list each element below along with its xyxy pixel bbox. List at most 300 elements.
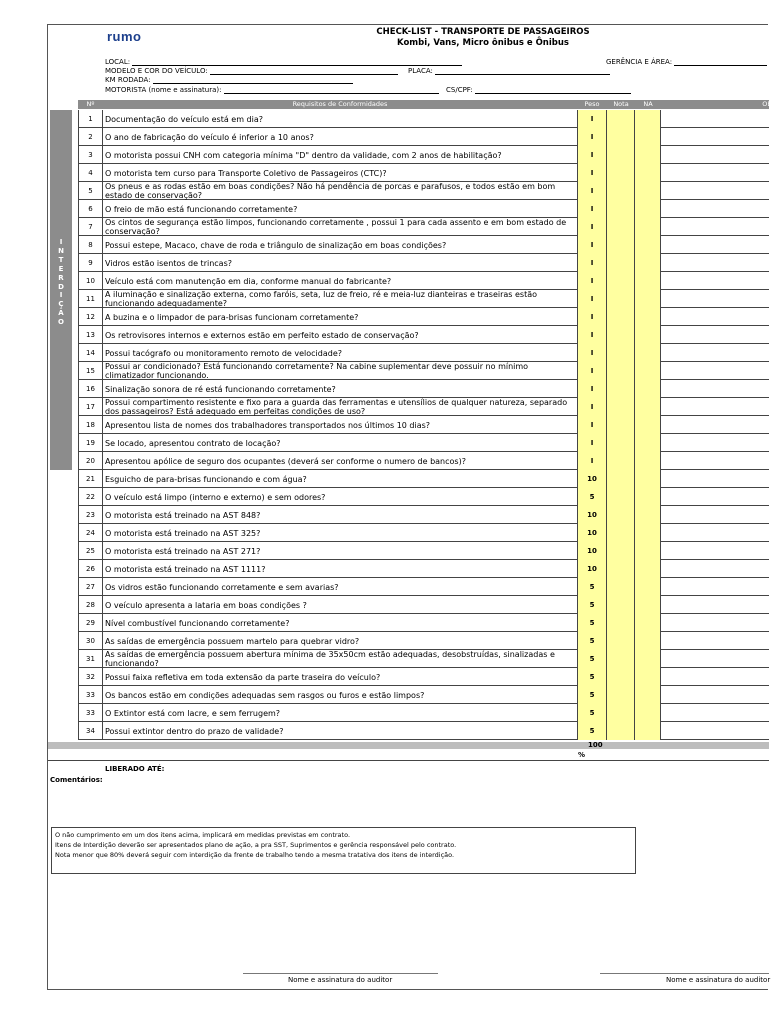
row-requirement [103, 524, 577, 542]
liberado-label: LIBERADO ATÉ: [105, 765, 165, 773]
row-na-cell[interactable] [635, 434, 661, 452]
row-na-cell[interactable] [635, 650, 661, 668]
row-peso: I [577, 236, 607, 254]
row-na-cell[interactable] [635, 452, 661, 470]
row-requirement-text: Esguicho de para-brisas funcionando e com água? [105, 474, 307, 484]
table-row [78, 722, 769, 740]
row-nota-cell[interactable] [607, 560, 635, 578]
row-number: 30 [78, 632, 103, 650]
row-na-cell[interactable] [635, 344, 661, 362]
field-motorista[interactable] [105, 86, 439, 94]
row-number: 27 [78, 578, 103, 596]
interdicao-letter: E [58, 264, 64, 273]
row-peso: I [577, 308, 607, 326]
row-peso: 10 [577, 506, 607, 524]
row-peso: I [577, 290, 607, 308]
field-km[interactable] [105, 76, 353, 84]
row-peso: 5 [577, 488, 607, 506]
row-number: 33 [78, 686, 103, 704]
row-number: 3 [78, 146, 103, 164]
row-number: 25 [78, 542, 103, 560]
table-row [78, 308, 769, 326]
row-requirement-text: Vidros estão isentos de trincas? [105, 258, 232, 268]
row-number: 16 [78, 380, 103, 398]
row-peso: I [577, 110, 607, 128]
row-requirement-text: Possui faixa refletiva em toda extensão da parte traseira do veículo? [105, 672, 381, 682]
checklist-sheet [47, 24, 776, 990]
note-2: Itens de Interdição deverão ser apresentados plano de ação, a pra SST, Suprimentos e gerência responsável pelo contrato. [55, 841, 457, 849]
row-number: 17 [78, 398, 103, 416]
row-requirement [103, 200, 577, 218]
row-na-cell[interactable] [635, 236, 661, 254]
row-requirement-text: Apresentou apólice de seguro dos ocupantes (deverá ser conforme o numero de bancos)? [105, 456, 466, 466]
row-peso: 5 [577, 686, 607, 704]
row-number: 10 [78, 272, 103, 290]
row-peso: I [577, 380, 607, 398]
table-row [78, 344, 769, 362]
table-row [78, 650, 769, 668]
row-requirement [103, 344, 577, 362]
row-requirement [103, 272, 577, 290]
signature-line-2 [600, 973, 769, 974]
row-nota-cell[interactable] [607, 398, 635, 416]
row-requirement [103, 596, 577, 614]
row-requirement [103, 542, 577, 560]
row-requirement-text: O motorista está treinado na AST 271? [105, 546, 261, 556]
row-nota-cell[interactable] [607, 434, 635, 452]
row-requirement-text: As saídas de emergência possuem martelo para quebrar vidro? [105, 636, 360, 646]
row-peso: I [577, 128, 607, 146]
field-modelo[interactable] [105, 67, 398, 75]
row-requirement-text: O veículo apresenta a lataria em boas condições ? [105, 600, 307, 610]
row-nota-cell[interactable] [607, 722, 635, 740]
row-number: 20 [78, 452, 103, 470]
table-row [78, 380, 769, 398]
table-row [78, 290, 769, 308]
row-na-cell[interactable] [635, 254, 661, 272]
row-requirement [103, 146, 577, 164]
row-nota-cell[interactable] [607, 110, 635, 128]
row-na-cell[interactable] [635, 110, 661, 128]
row-nota-cell[interactable] [607, 200, 635, 218]
row-peso: I [577, 182, 607, 200]
row-nota-cell[interactable] [607, 488, 635, 506]
row-requirement [103, 218, 577, 236]
row-requirement [103, 398, 577, 416]
signature-label-1: Nome e assinatura do auditor [288, 976, 393, 984]
row-number: 29 [78, 614, 103, 632]
row-nota-cell[interactable] [607, 344, 635, 362]
table-row [78, 218, 769, 236]
row-requirement-text: Os retrovisores internos e externos estão em perfeito estado de conservação? [105, 330, 419, 340]
row-requirement [103, 722, 577, 740]
row-number: 26 [78, 560, 103, 578]
row-number: 32 [78, 668, 103, 686]
col-requisitos: Requisitos de Conformidades [292, 100, 388, 108]
col-na: NA [643, 100, 653, 108]
row-peso: I [577, 272, 607, 290]
row-requirement [103, 506, 577, 524]
col-obs: OBS [762, 100, 776, 108]
row-requirement [103, 686, 577, 704]
row-requirement-text: Se locado, apresentou contrato de locação? [105, 438, 281, 448]
table-row [78, 110, 769, 128]
table-row [78, 506, 769, 524]
row-na-cell[interactable] [635, 326, 661, 344]
field-cpf-label: CS/CPF: [446, 86, 473, 94]
section-divider [48, 760, 769, 761]
interdicao-sidebar [50, 110, 72, 470]
col-num: Nº [86, 100, 95, 108]
row-peso: I [577, 254, 607, 272]
table-row [78, 542, 769, 560]
row-requirement-text: Os pneus e as rodas estão em boas condições? Não há pendência de porcas e parafusos, e todos estão em bom estado de conservação? [105, 182, 556, 200]
row-requirement-text: Sinalização sonora de ré está funcionando corretamente? [105, 384, 336, 394]
row-peso: I [577, 344, 607, 362]
row-number: 24 [78, 524, 103, 542]
row-peso: I [577, 200, 607, 218]
row-requirement [103, 434, 577, 452]
row-requirement-text: Veículo está com manutenção em dia, conforme manual do fabricante? [105, 276, 392, 286]
interdicao-letter: Ã [58, 309, 64, 318]
row-nota-cell[interactable] [607, 308, 635, 326]
field-placa-line [435, 68, 610, 75]
row-number: 34 [78, 722, 103, 740]
table-row [78, 326, 769, 344]
row-number: 11 [78, 290, 103, 308]
row-requirement-text: O motorista possui CNH com categoria mínima "D" dentro da validade, com 2 anos de habilitação? [105, 150, 502, 160]
row-requirement [103, 182, 577, 200]
row-number: 18 [78, 416, 103, 434]
row-requirement-text: Os vidros estão funcionando corretamente e sem avarias? [105, 582, 339, 592]
row-na-cell[interactable] [635, 560, 661, 578]
row-peso: 5 [577, 668, 607, 686]
row-nota-cell[interactable] [607, 506, 635, 524]
field-gerencia[interactable] [606, 58, 767, 66]
row-requirement [103, 614, 577, 632]
row-number: 12 [78, 308, 103, 326]
row-na-cell[interactable] [635, 416, 661, 434]
row-requirement [103, 110, 577, 128]
row-requirement [103, 290, 577, 308]
table-row [78, 704, 769, 722]
row-nota-cell[interactable] [607, 164, 635, 182]
row-requirement [103, 560, 577, 578]
row-peso: I [577, 398, 607, 416]
table-header [78, 100, 776, 109]
row-requirement [103, 704, 577, 722]
table-row [78, 146, 769, 164]
field-motorista-line [224, 87, 439, 94]
row-peso: 5 [577, 596, 607, 614]
row-requirement [103, 578, 577, 596]
row-nota-cell[interactable] [607, 254, 635, 272]
interdicao-letter: T [58, 255, 64, 264]
note-3: Nota menor que 80% deverá seguir com interdição da frente de trabalho tendo a mesma tratativa dos itens de interdição. [55, 851, 455, 859]
row-na-cell[interactable] [635, 182, 661, 200]
row-number: 2 [78, 128, 103, 146]
row-number: 19 [78, 434, 103, 452]
row-requirement-text: O ano de fabricação do veículo é inferior a 10 anos? [105, 132, 314, 142]
row-nota-cell[interactable] [607, 578, 635, 596]
row-number: 31 [78, 650, 103, 668]
row-requirement-text: Possui estepe, Macaco, chave de roda e triângulo de sinalização em boas condições? [105, 240, 447, 250]
row-peso: I [577, 146, 607, 164]
table-row [78, 182, 769, 200]
field-placa[interactable] [408, 67, 610, 75]
row-requirement-text: Documentação do veículo está em dia? [105, 114, 263, 124]
row-requirement-text: A buzina e o limpador de para-brisas funcionam corretamente? [105, 312, 359, 322]
rumo-logo: rumo [107, 29, 142, 44]
col-peso: Peso [584, 100, 600, 108]
table-row [78, 560, 769, 578]
table-row [78, 668, 769, 686]
table-row [78, 686, 769, 704]
row-peso: I [577, 434, 607, 452]
field-km-label: KM RODADA: [105, 76, 151, 84]
interdicao-letter: O [58, 318, 64, 327]
field-gerencia-line [674, 59, 767, 66]
row-peso: 5 [577, 578, 607, 596]
row-na-cell[interactable] [635, 506, 661, 524]
row-requirement [103, 470, 577, 488]
table-row [78, 164, 769, 182]
field-motorista-label: MOTORISTA (nome e assinatura): [105, 86, 222, 94]
row-number: 33 [78, 704, 103, 722]
row-number: 4 [78, 164, 103, 182]
row-peso: 5 [577, 614, 607, 632]
row-na-cell[interactable] [635, 524, 661, 542]
row-nota-cell[interactable] [607, 362, 635, 380]
row-requirement-text: Nível combustível funcionando corretamente? [105, 618, 290, 628]
interdicao-letter: R [58, 273, 64, 282]
interdicao-letter: I [59, 238, 63, 246]
row-requirement [103, 308, 577, 326]
row-nota-cell[interactable] [607, 632, 635, 650]
row-nota-cell[interactable] [607, 524, 635, 542]
row-nota-cell[interactable] [607, 182, 635, 200]
row-peso: 10 [577, 524, 607, 542]
table-row [78, 416, 769, 434]
row-nota-cell[interactable] [607, 236, 635, 254]
table-row [78, 470, 769, 488]
row-requirement [103, 488, 577, 506]
table-row [78, 254, 769, 272]
row-requirement-text: Possui tacógrafo ou monitoramento remoto de velocidade? [105, 348, 342, 358]
row-nota-cell[interactable] [607, 470, 635, 488]
row-nota-cell[interactable] [607, 596, 635, 614]
note-1: O não cumprimento em um dos itens acima, implicará em medidas previstas em contrato. [55, 831, 351, 839]
field-placa-label: PLACA: [408, 67, 433, 75]
row-nota-cell[interactable] [607, 650, 635, 668]
row-number: 7 [78, 218, 103, 236]
field-local-label: LOCAL: [105, 58, 131, 66]
row-na-cell[interactable] [635, 686, 661, 704]
row-requirement-text: O motorista está treinado na AST 848? [105, 510, 261, 520]
table-row [78, 128, 769, 146]
row-nota-cell[interactable] [607, 686, 635, 704]
field-cpf[interactable] [446, 86, 631, 94]
percent-score: % [578, 751, 586, 759]
col-nota: Nota [613, 100, 629, 108]
row-requirement-text: O freio de mão está funcionando corretamente? [105, 204, 298, 214]
row-nota-cell[interactable] [607, 146, 635, 164]
row-number: 28 [78, 596, 103, 614]
row-na-cell[interactable] [635, 614, 661, 632]
row-na-cell[interactable] [635, 272, 661, 290]
row-number: 22 [78, 488, 103, 506]
interdicao-letter: N [58, 246, 64, 255]
row-peso: I [577, 452, 607, 470]
row-na-cell[interactable] [635, 128, 661, 146]
row-number: 15 [78, 362, 103, 380]
interdicao-label [50, 238, 72, 327]
row-nota-cell[interactable] [607, 218, 635, 236]
row-requirement-text: O Extintor está com lacre, e sem ferrugem? [105, 708, 281, 718]
row-peso: 10 [577, 560, 607, 578]
row-na-cell[interactable] [635, 362, 661, 380]
row-na-cell[interactable] [635, 596, 661, 614]
row-peso: I [577, 416, 607, 434]
row-nota-cell[interactable] [607, 290, 635, 308]
field-modelo-label: MODELO E COR DO VEÍCULO: [105, 67, 208, 75]
row-requirement-text: O motorista está treinado na AST 325? [105, 528, 261, 538]
table-row [78, 614, 769, 632]
signature-label-2: Nome e assinatura do auditor [666, 976, 771, 984]
row-na-cell[interactable] [635, 290, 661, 308]
page-title: CHECK-LIST - TRANSPORTE DE PASSAGEIROS [376, 27, 590, 37]
row-peso: 10 [577, 470, 607, 488]
row-peso: I [577, 164, 607, 182]
comentarios-label: Comentários: [50, 776, 103, 784]
row-requirement [103, 326, 577, 344]
row-requirement [103, 650, 577, 668]
table-row [78, 452, 769, 470]
row-peso: I [577, 362, 607, 380]
row-nota-cell[interactable] [607, 128, 635, 146]
field-cpf-line [475, 87, 631, 94]
row-peso: 5 [577, 632, 607, 650]
row-na-cell[interactable] [635, 542, 661, 560]
row-requirement [103, 668, 577, 686]
row-na-cell[interactable] [635, 722, 661, 740]
row-requirement [103, 452, 577, 470]
notes-box [51, 827, 636, 874]
row-na-cell[interactable] [635, 668, 661, 686]
row-na-cell[interactable] [635, 308, 661, 326]
row-requirement [103, 380, 577, 398]
row-peso: 5 [577, 704, 607, 722]
row-requirement [103, 254, 577, 272]
row-nota-cell[interactable] [607, 326, 635, 344]
row-requirement-text: Os bancos estão em condições adequadas sem rasgos ou furos e estão limpos? [105, 690, 425, 700]
table-row [78, 524, 769, 542]
interdicao-letter: Ç [58, 300, 64, 309]
row-requirement [103, 164, 577, 182]
row-na-cell[interactable] [635, 380, 661, 398]
row-nota-cell[interactable] [607, 452, 635, 470]
field-local[interactable] [105, 58, 462, 66]
row-nota-cell[interactable] [607, 416, 635, 434]
row-requirement-text: As saídas de emergência possuem abertura mínima de 35x50cm estão adequadas, desobstruídas, sinalizadas e funcionando? [105, 650, 555, 668]
row-peso: I [577, 218, 607, 236]
row-number: 14 [78, 344, 103, 362]
table-row [78, 578, 769, 596]
row-na-cell[interactable] [635, 632, 661, 650]
row-na-cell[interactable] [635, 398, 661, 416]
row-nota-cell[interactable] [607, 704, 635, 722]
row-requirement [103, 632, 577, 650]
row-requirement-text: Possui ar condicionado? Está funcionando corretamente? Na cabine suplementar deve possuir no mínimo climatizador funcionando. [105, 362, 529, 380]
table-row [78, 236, 769, 254]
row-na-cell[interactable] [635, 218, 661, 236]
row-requirement-text: Possui extintor dentro do prazo de validade? [105, 726, 284, 736]
row-requirement-text: Os cintos de segurança estão limpos, funcionando corretamente , possui 1 para cada assento e em bom estado de conservação? [105, 218, 567, 236]
row-na-cell[interactable] [635, 704, 661, 722]
interdicao-letter: I [59, 291, 63, 300]
row-na-cell[interactable] [635, 578, 661, 596]
total-score: 100 [588, 741, 603, 749]
row-na-cell[interactable] [635, 470, 661, 488]
table-row [78, 434, 769, 452]
row-requirement [103, 362, 577, 380]
page-subtitle: Kombi, Vans, Micro ônibus e Ônibus [397, 38, 569, 48]
row-number: 1 [78, 110, 103, 128]
row-number: 21 [78, 470, 103, 488]
row-nota-cell[interactable] [607, 380, 635, 398]
row-number: 6 [78, 200, 103, 218]
table-row [78, 632, 769, 650]
row-requirement [103, 236, 577, 254]
table-row [78, 272, 769, 290]
row-peso: 10 [577, 542, 607, 560]
row-na-cell[interactable] [635, 146, 661, 164]
row-number: 8 [78, 236, 103, 254]
row-na-cell[interactable] [635, 488, 661, 506]
row-requirement [103, 128, 577, 146]
row-requirement-text: Apresentou lista de nomes dos trabalhadores transportados nos últimos 10 dias? [105, 420, 431, 430]
signature-line-1 [243, 973, 438, 974]
row-nota-cell[interactable] [607, 542, 635, 560]
row-requirement-text: O motorista está treinado na AST 1111? [105, 564, 266, 574]
row-number: 5 [78, 182, 103, 200]
table-row [78, 398, 769, 416]
row-peso: 5 [577, 650, 607, 668]
row-na-cell[interactable] [635, 200, 661, 218]
row-requirement-text: O veículo está limpo (interno e externo) e sem odores? [105, 492, 326, 502]
row-requirement-text: Possui compartimento resistente e fixo para a guarda das ferramentas e utensílios de qualquer natureza, separado dos passageiros? Está adequado em perfeitas condições de uso? [105, 398, 568, 416]
row-peso: 5 [577, 722, 607, 740]
row-nota-cell[interactable] [607, 272, 635, 290]
row-na-cell[interactable] [635, 164, 661, 182]
field-local-line [132, 59, 462, 66]
table-row [78, 488, 769, 506]
row-number: 9 [78, 254, 103, 272]
row-requirement-text: A iluminação e sinalização externa, como faróis, seta, luz de freio, ré e meia-luz dianteiras e traseiras estão funcionando adequadamente? [105, 290, 538, 308]
row-number: 23 [78, 506, 103, 524]
row-peso: I [577, 326, 607, 344]
row-number: 13 [78, 326, 103, 344]
row-requirement-text: O motorista tem curso para Transporte Coletivo de Passageiros (CTC)? [105, 168, 387, 178]
row-nota-cell[interactable] [607, 614, 635, 632]
table-row [78, 200, 769, 218]
field-gerencia-label: GERÊNCIA E ÁREA: [606, 58, 673, 66]
table-row [78, 362, 769, 380]
summary-row [48, 742, 769, 749]
field-modelo-line [210, 68, 398, 75]
row-nota-cell[interactable] [607, 668, 635, 686]
row-requirement [103, 416, 577, 434]
